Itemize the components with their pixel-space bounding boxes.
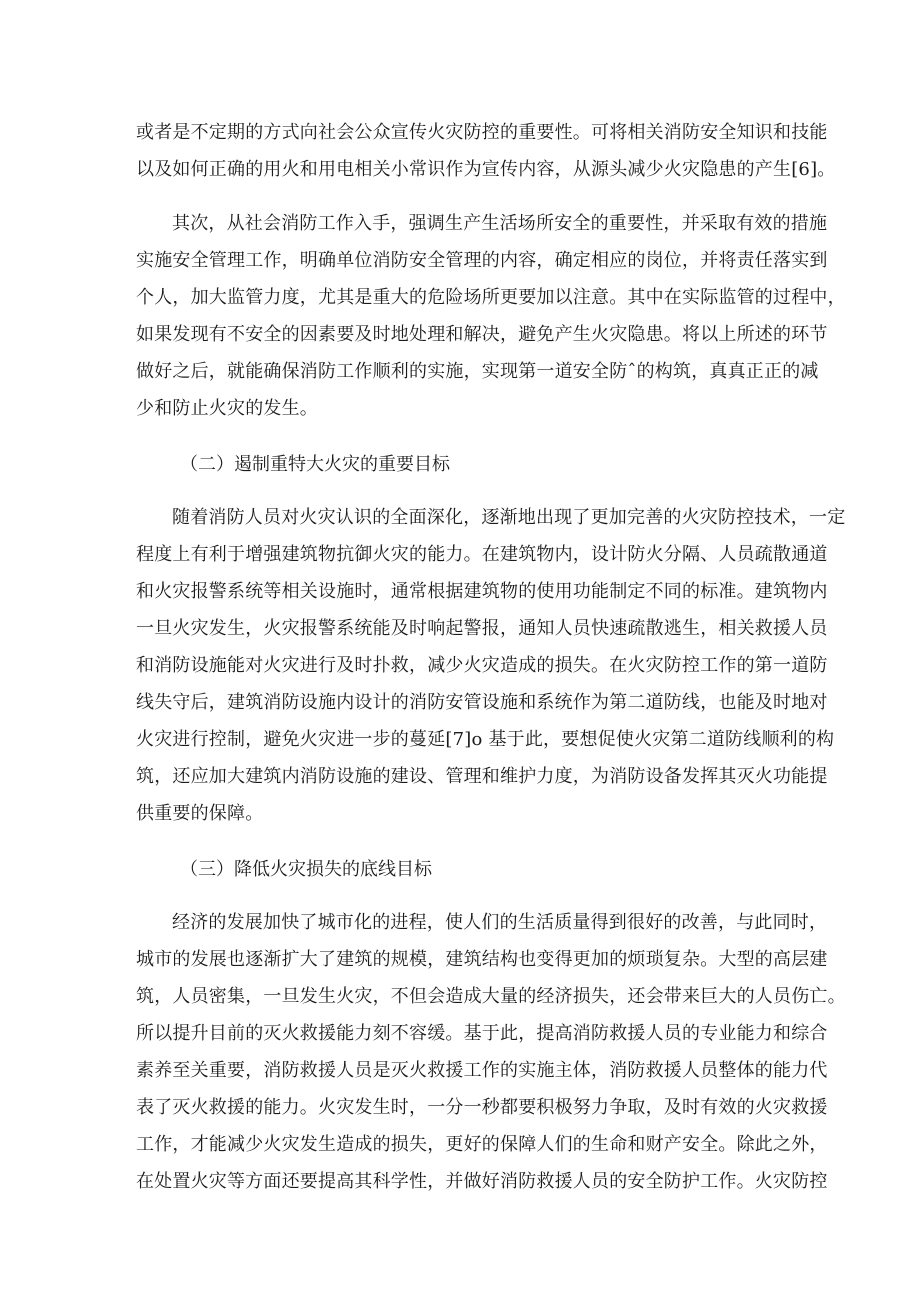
paragraph-line: 实施安全管理工作，明确单位消防安全管理的内容，确定相应的岗位，并将责任落实到 bbox=[136, 250, 828, 271]
paragraph-line: 供重要的保障。 bbox=[136, 803, 264, 824]
paragraph-line: 表了灭火救援的能力。火灾发生时，一分一秒都要积极努力争取，及时有效的火灾救援 bbox=[136, 1097, 828, 1118]
paragraph-line: 一旦火灾发生，火灾报警系统能及时响起警报，通知人员快速疏散逃生，相关救援人员 bbox=[136, 618, 828, 639]
paragraph-line: 和火灾报警系统等相关设施时，通常根据建筑物的使用功能制定不同的标准。建筑物内 bbox=[136, 581, 828, 602]
paragraph-line: 在处置火灾等方面还要提高其科学性，并做好消防救援人员的安全防护工作。火灾防控 bbox=[136, 1171, 828, 1192]
paragraph-line: 程度上有利于增强建筑物抗御火灾的能力。在建筑物内，设计防火分隔、人员疏散通道 bbox=[136, 544, 828, 565]
paragraph-line: 或者是不定期的方式向社会公众宣传火灾防控的重要性。可将相关消防安全知识和技能 bbox=[136, 122, 828, 143]
paragraph-line: 城市的发展也逐渐扩大了建筑的规模，建筑结构也变得更加的烦琐复杂。大型的高层建 bbox=[136, 949, 828, 970]
paragraph-line: 经济的发展加快了城市化的进程，使人们的生活质量得到很好的改善，与此同时， bbox=[172, 912, 828, 933]
paragraph-line: 做好之后，就能确保消防工作顺利的实施，实现第一道安全防ˆ的构筑，真真正正的减 bbox=[136, 361, 819, 382]
paragraph-line: 其次，从社会消防工作入手，强调生产生活场所安全的重要性，并采取有效的措施 bbox=[172, 213, 828, 234]
paragraph-line: 少和防止火灾的发生。 bbox=[136, 398, 318, 419]
paragraph-line: 如果发现有不安全的因素要及时地处理和解决，避免产生火灾隐患。将以上所述的环节 bbox=[136, 324, 828, 345]
section-heading: （二）遏制重特大火灾的重要目标 bbox=[180, 454, 450, 475]
section-heading: （三）降低火灾损失的底线目标 bbox=[180, 859, 432, 880]
paragraph-line: 线失守后，建筑消防设施内设计的消防安管设施和系统作为第二道防线，也能及时地对 bbox=[136, 692, 828, 713]
paragraph-line: 火灾进行控制，避免火灾进一步的蔓延[7]o 基于此，要想促使火灾第二道防线顺利的构 bbox=[136, 729, 835, 750]
paragraph-line: 个人，加大监管力度，尤其是重大的危险场所更要加以注意。其中在实际监管的过程中， bbox=[136, 287, 846, 308]
paragraph-line: 以及如何正确的用火和用电相关小常识作为宣传内容，从源头减少火灾隐患的产生[6]。 bbox=[136, 159, 836, 180]
paragraph-line: 和消防设施能对火灾进行及时扑救，减少火灾造成的损失。在火灾防控工作的第一道防 bbox=[136, 655, 828, 676]
paragraph-line: 随着消防人员对火灾认识的全面深化，逐渐地出现了更加完善的火灾防控技术，一定 bbox=[172, 507, 846, 528]
paragraph-line: 工作，才能减少火灾发生造成的损失，更好的保障人们的生命和财产安全。除此之外， bbox=[136, 1134, 828, 1155]
paragraph-line: 所以提升目前的灭火救援能力刻不容缓。基于此，提高消防救援人员的专业能力和综合 bbox=[136, 1023, 828, 1044]
paragraph-line: 筑，还应加大建筑内消防设施的建设、管理和维护力度，为消防设备发挥其灭火功能提 bbox=[136, 766, 828, 787]
paragraph-line: 筑，人员密集，一旦发生火灾，不但会造成大量的经济损失，还会带来巨大的人员伤亡。 bbox=[136, 986, 846, 1007]
paragraph-line: 素养至关重要，消防救援人员是灭火救援工作的实施主体，消防救援人员整体的能力代 bbox=[136, 1060, 828, 1081]
